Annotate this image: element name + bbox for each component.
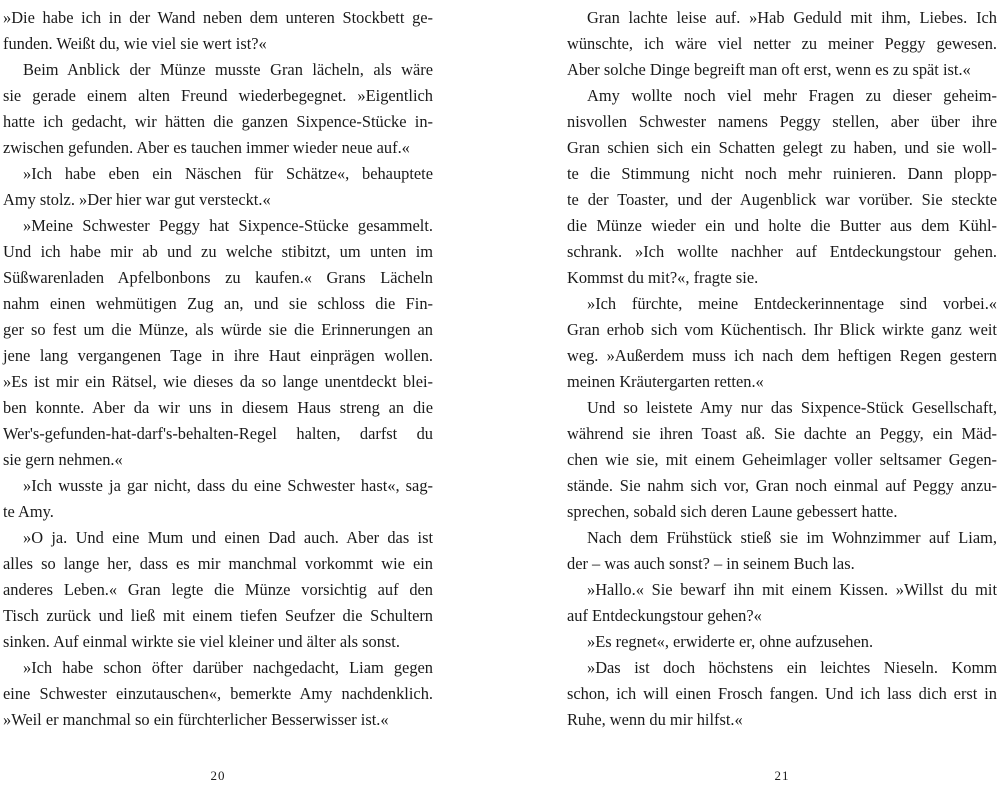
text-line: ger so fest um die Münze, als würde sie die Erinnerungen an <box>3 320 433 339</box>
text-line: »Ich habe schon öfter darüber nachgedacht, Liam gegen <box>23 658 433 677</box>
text-line: Beim Anblick der Münze musste Gran lächeln, als wäre <box>23 60 433 79</box>
text-line: anderes Leben.« Gran legte die Münze vorsichtig auf den <box>3 580 433 599</box>
page-number: 20 <box>210 768 226 783</box>
text-line: te der Toaster, und der Augenblick war vorüber. Sie steckte <box>567 190 997 209</box>
text-line: jene lang vergangenen Tage in ihre Haut einprägen wollen. <box>3 346 433 365</box>
text-line: »Weil er manchmal so ein fürchterlicher Besserwisser ist.« <box>3 710 389 729</box>
text-line: die Münze wieder ein und holte die Butter aus dem Kühl- <box>567 216 997 235</box>
page-number: 21 <box>774 768 790 783</box>
text-line: während sie ihren Toast aß. Sie dachte an Peggy, ein Mäd- <box>567 424 997 443</box>
text-line: schrank. »Ich wollte nachher auf Entdeckungstour gehen. <box>567 242 997 261</box>
text-line: alles so lange her, dass es mir manchmal vorkommt wie ein <box>3 554 433 573</box>
text-line: Süßwarenladen Apfelbonbons zu kaufen.« Grans Lächeln <box>3 268 433 287</box>
text-line: te die Stimmung nicht noch mehr ruinieren. Dann plopp- <box>567 164 997 183</box>
text-line: Gran erhob sich vom Küchentisch. Ihr Blick wirkte ganz weit <box>567 320 997 339</box>
text-line: Amy stolz. »Der hier war gut versteckt.« <box>3 190 271 209</box>
text-line: »Ich fürchte, meine Entdeckerinnentage sind vorbei.« <box>587 294 997 313</box>
text-line: hatte ich gedacht, wir hätten die ganzen Sixpence-Stücke in- <box>3 112 433 131</box>
text-line: Kommst du mit?«, fragte sie. <box>567 268 759 287</box>
text-line: Wer's-gefunden-hat-darf's-behalten-Regel halten, darfst du <box>3 424 433 443</box>
text-line: nahm einen wehmütigen Zug an, und sie schloss die Fin- <box>3 294 433 313</box>
text-line: stände. Sie nahm sich vor, Gran noch einmal auf Peggy anzu- <box>567 476 997 495</box>
text-line: »Die habe ich in der Wand neben dem unteren Stockbett ge- <box>3 8 433 27</box>
text-line: »Meine Schwester Peggy hat Sixpence-Stücke gesammelt. <box>23 216 433 235</box>
text-line: »Hallo.« Sie bewarf ihn mit einem Kissen. »Willst du mit <box>587 580 997 599</box>
text-line: Und so leistete Amy nur das Sixpence-Stück Gesellschaft, <box>587 398 997 417</box>
text-line: »Das ist doch höchstens ein leichtes Nieseln. Komm <box>587 658 997 677</box>
right-page <box>567 0 997 800</box>
text-line: »Es regnet«, erwiderte er, ohne aufzusehen. <box>587 632 874 651</box>
text-line: Tisch zurück und ließ mit einem tiefen Seufzer die Schultern <box>3 606 433 625</box>
text-line: Gran schien sich ein Schatten gelegt zu haben, und sie woll- <box>567 138 997 157</box>
text-line: sie gern nehmen.« <box>3 450 123 469</box>
text-line: chen wie sie, mit einem Geheimlager voller seltsamer Gegen- <box>567 450 997 469</box>
text-line: sinken. Auf einmal wirkte sie viel kleiner und älter als sonst. <box>3 632 400 651</box>
text-line: »O ja. Und eine Mum und einen Dad auch. Aber das ist <box>23 528 433 547</box>
text-line: der – was auch sonst? – in seinem Buch las. <box>567 554 855 573</box>
text-line: schon, ich will einen Frosch fangen. Und ich lass dich erst in <box>567 684 997 703</box>
text-line: zwischen gefunden. Aber es tauchen immer wieder neue auf.« <box>3 138 410 157</box>
text-line: te Amy. <box>3 502 54 521</box>
text-line: eine Schwester einzutauschen«, bemerkte Amy nachdenklich. <box>3 684 433 703</box>
text-line: Und ich habe mir ab und zu welche stibitzt, um unten im <box>3 242 433 261</box>
text-line: Gran lachte leise auf. »Hab Geduld mit ihm, Liebes. Ich <box>587 8 997 27</box>
text-line: auf Entdeckungstour gehen?« <box>567 606 762 625</box>
text-line: »Ich habe eben ein Näschen für Schätze«, behauptete <box>23 164 433 183</box>
text-line: »Ich wusste ja gar nicht, dass du eine Schwester hast«, sag- <box>23 476 433 495</box>
text-line: ben konnte. Aber da wir uns in diesem Haus streng an die <box>3 398 433 417</box>
text-line: sprechen, sobald sich deren Laune gebessert hatte. <box>567 502 898 521</box>
left-page <box>3 0 433 800</box>
text-line: Ruhe, wenn du mir hilfst.« <box>567 710 743 729</box>
text-line: sie gerade einem alten Freund wiederbegegnet. »Eigentlich <box>3 86 433 105</box>
text-line: funden. Weißt du, wie viel sie wert ist?« <box>3 34 267 53</box>
text-line: wünschte, ich wäre viel netter zu meiner Peggy gewesen. <box>567 34 997 53</box>
text-line: nisvollen Schwester namens Peggy stellen, aber über ihre <box>567 112 997 131</box>
text-line: Aber solche Dinge begreift man oft erst, wenn es zu spät ist.« <box>567 60 971 79</box>
text-line: »Es ist mir ein Rätsel, wie dieses da so lange unentdeckt blei- <box>3 372 433 391</box>
text-line: Nach dem Frühstück stieß sie im Wohnzimmer auf Liam, <box>587 528 997 547</box>
text-line: Amy wollte noch viel mehr Fragen zu dieser geheim- <box>587 86 997 105</box>
text-line: weg. »Außerdem muss ich nach dem heftigen Regen gestern <box>567 346 997 365</box>
text-line: meinen Kräutergarten retten.« <box>567 372 764 391</box>
